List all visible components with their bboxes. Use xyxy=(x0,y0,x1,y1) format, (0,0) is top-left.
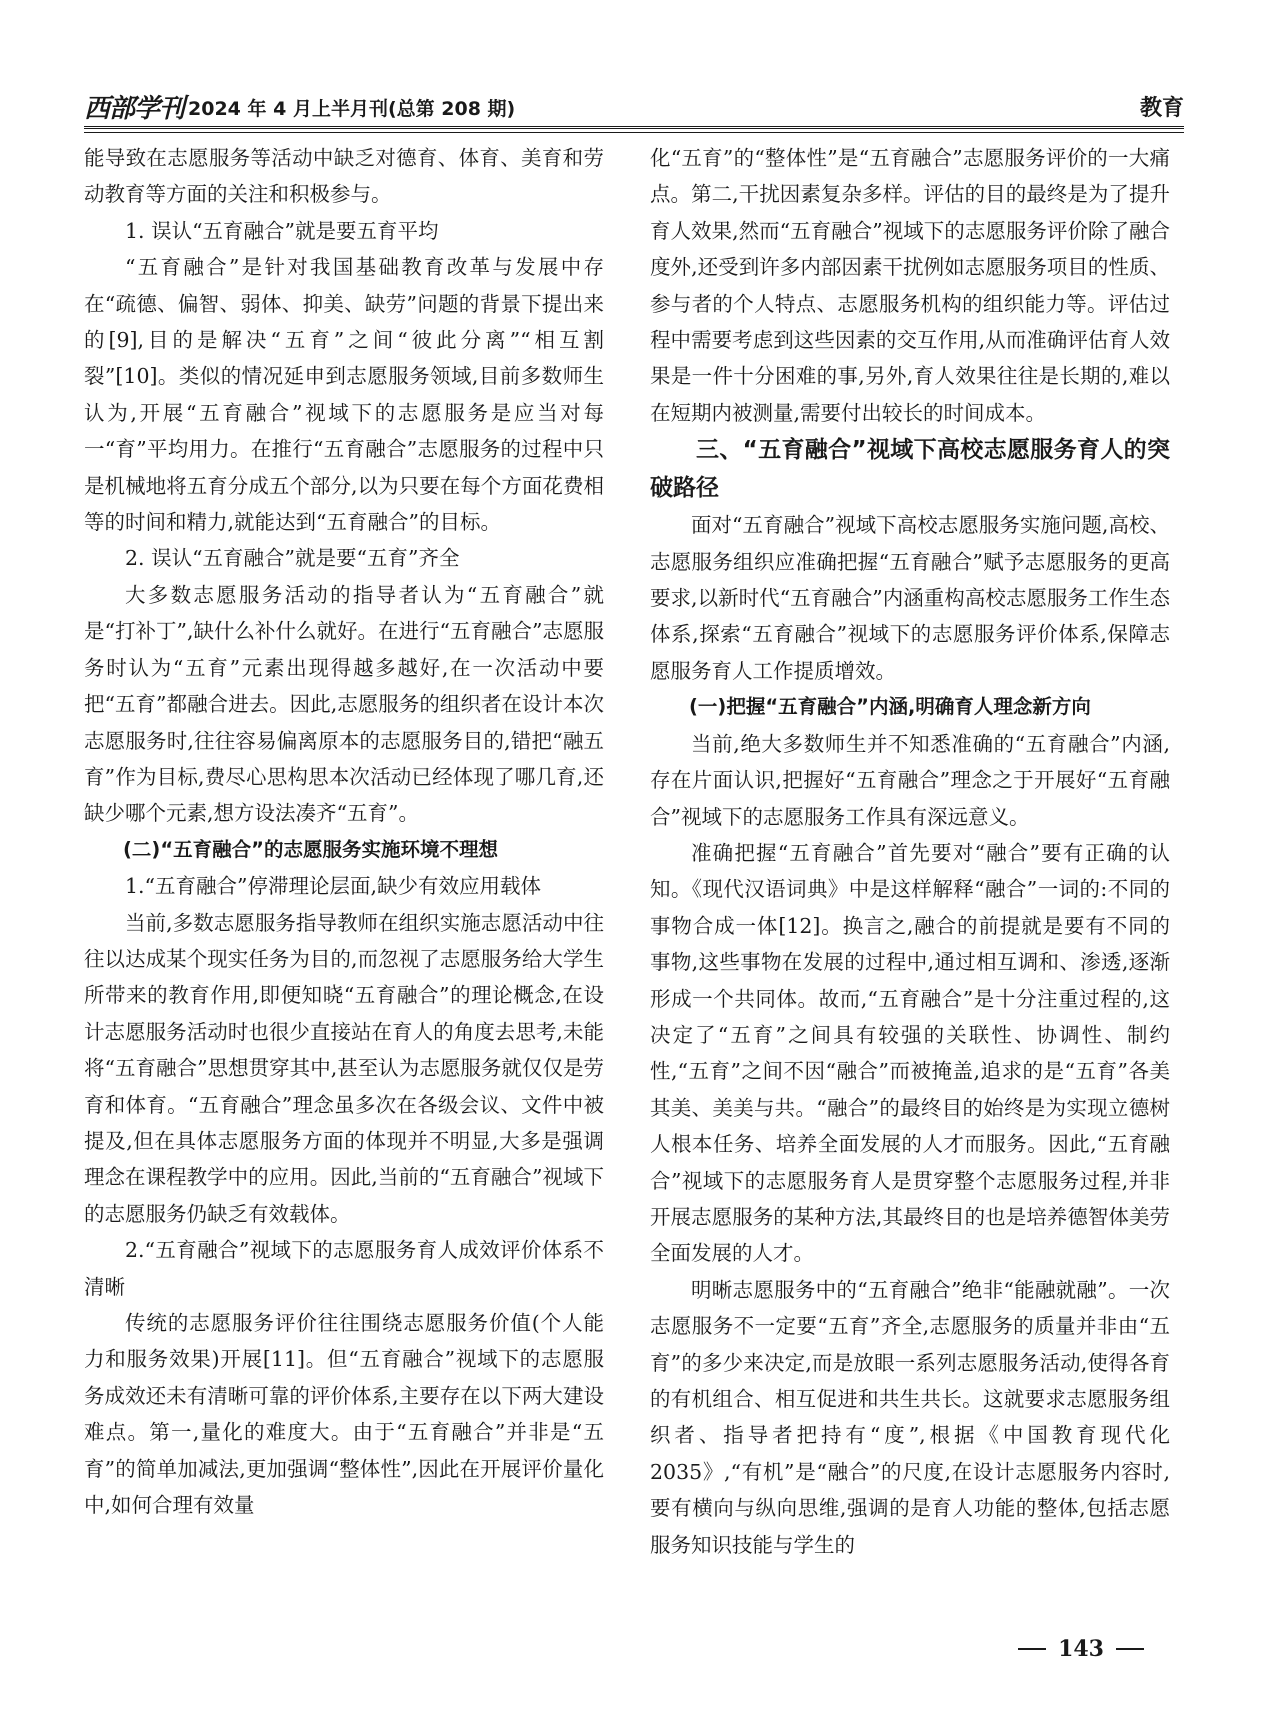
page-header xyxy=(84,84,1184,124)
subheading: 1.“五育融合”停滞理论层面,缺少有效应用载体 xyxy=(125,874,542,899)
page-number-text: 143 xyxy=(1058,1636,1104,1662)
journal-title-group xyxy=(84,94,515,124)
paragraph: 面对“五育融合”视域下高校志愿服务实施问题,高校、志愿服务组织应准确把握“五育融合”赋予志愿服务的更高要求,以新时代“五育融合”内涵重构高校志愿服务工作生态体系,探索“五育融合”视域下的志愿服务评价体系,保障志愿服务育人工作提质增效。 xyxy=(650,513,1170,683)
subheading: 1. 误认“五育融合”就是要五育平均 xyxy=(125,218,439,243)
left-column xyxy=(84,140,604,1630)
subheading: 2. 误认“五育融合”就是要“五育”齐全 xyxy=(125,546,460,571)
dash-left xyxy=(1018,1648,1046,1650)
page-number xyxy=(1018,1636,1144,1662)
paragraph: 准确把握“五育融合”首先要对“融合”要有正确的认知。《现代汉语词典》中是这样解释“融合”一词的:不同的事物合成一体[12]。换言之,融合的前提就是要有不同的事物,这些事物在发展的过程中,通过相互调和、渗透,逐渐形成一个共同体。故而,“五育融合”是十分注重过程的,这决定了“五育”之间具有较强的关联性、协调性、制约性,“五育”之间不因“融合”而被掩盖,追求的是“五育”各美其美、美美与共。“融合”的最终目的始终是为实现立德树人根本任务、培养全面发展的人才而服务。因此,“五育融合”视域下的志愿服务育人是贯穿整个志愿服务过程,并非开展志愿服务的某种方法,其最终目的也是培养德智体美劳全面发展的人才。 xyxy=(650,840,1170,1266)
paragraph-continued: 化“五育”的“整体性”是“五育融合”志愿服务评价的一大痛点。第二,干扰因素复杂多样。评估的目的最终是为了提升育人效果,然而“五育融合”视域下的志愿服务评价除了融合度外,还受到许多内部因素干扰例如志愿服务项目的性质、参与者的个人特点、志愿服务机构的组织能力等。评估过程中需要考虑到这些因素的交互作用,从而准确评估育人效果是一件十分困难的事,另外,育人效果往往是长期的,难以在短期内被测量,需要付出较长的时间成本。 xyxy=(650,146,1170,425)
issue-info: 2024 年 4 月上半月刊(总第 208 期) xyxy=(188,98,516,120)
bold-heading: (二)“五育融合”的志愿服务实施环境不理想 xyxy=(123,837,498,861)
section-label: 教育 xyxy=(1139,96,1184,121)
paragraph: 当前,绝大多数师生并不知悉准确的“五育融合”内涵,存在片面认识,把握好“五育融合”理念之于开展好“五育融合”视域下的志愿服务工作具有深远意义。 xyxy=(650,731,1170,829)
paragraph: 当前,多数志愿服务指导教师在组织实施志愿活动中往往以达成某个现实任务为目的,而忽视了志愿服务给大学生所带来的教育作用,即便知晓“五育融合”的理论概念,在设计志愿服务活动时也很少直接站在育人的角度去思考,未能将“五育融合”思想贯穿其中,甚至认为志愿服务就仅仅是劳育和体育。“五育融合”理念虽多次在各级会议、文件中被提及,但在具体志愿服务方面的体现并不明显,大多是强调理念在课程教学中的应用。因此,当前的“五育融合”视域下的志愿服务仍缺乏有效载体。 xyxy=(84,910,604,1226)
paragraph: 传统的志愿服务评价往往围绕志愿服务价值(个人能力和服务效果)开展[11]。但“五育融合”视域下的志愿服务成效还未有清晰可靠的评价体系,主要存在以下两大建设难点。第一,量化的难度大。由于“五育融合”并非是“五育”的简单加减法,更加强调“整体性”,因此在开展评价量化中,如何合理有效量 xyxy=(84,1311,604,1518)
section-heading: 三、“五育融合”视域下高校志愿服务育人的突破路径 xyxy=(650,437,1170,502)
paragraph: “五育融合”是针对我国基础教育改革与发展中存在“疏德、偏智、弱体、抑美、缺劳”问题的背景下提出来的[9],目的是解决“五育”之间“彼此分离”“相互割裂”[10]。类似的情况延申到志愿服务领域,目前多数师生认为,开展“五育融合”视域下的志愿服务是应当对每一“育”平均用力。在推行“五育融合”志愿服务的过程中只是机械地将五育分成五个部分,以为只要在每个方面花费相等的时间和精力,就能达到“五育融合”的目标。 xyxy=(84,255,604,535)
paragraph: 大多数志愿服务活动的指导者认为“五育融合”就是“打补丁”,缺什么补什么就好。在进行“五育融合”志愿服务时认为“五育”元素出现得越多越好,在一次活动中要把“五育”都融合进去。因此,志愿服务的组织者在设计本次志愿服务时,往往容易偏离原本的志愿服务目的,错把“融五育”作为目标,费尽心思构思本次活动已经体现了哪几育,还缺少哪个元素,想方设法凑齐“五育”。 xyxy=(84,582,604,826)
bold-heading: (一)把握“五育融合”内涵,明确育人理念新方向 xyxy=(689,695,1091,719)
dash-right xyxy=(1116,1648,1144,1650)
paragraph: 明晰志愿服务中的“五育融合”绝非“能融就融”。一次志愿服务不一定要“五育”齐全,志愿服务的质量并非由“五育”的多少来决定,而是放眼一系列志愿服务活动,使得各育的有机组合、相互促进和共生共长。这就要求志愿服务组织者、指导者把持有“度”,根据《中国教育现代化 2035》,“有机”是“融合”的尺度,在设计志愿服务内容时,要有横向与纵向思维,强调的是育人功能的整体,包括志愿服务知识技能与学生的 xyxy=(650,1277,1170,1557)
journal-logo: 西部学刊 xyxy=(84,94,185,124)
subheading: 2.“五育融合”视域下的志愿服务育人成效评价体系不清晰 xyxy=(84,1238,604,1299)
header-rule xyxy=(84,126,1184,133)
paragraph-continued: 能导致在志愿服务等活动中缺乏对德育、体育、美育和劳动教育等方面的关注和积极参与。 xyxy=(84,146,604,207)
right-column xyxy=(650,140,1170,1630)
